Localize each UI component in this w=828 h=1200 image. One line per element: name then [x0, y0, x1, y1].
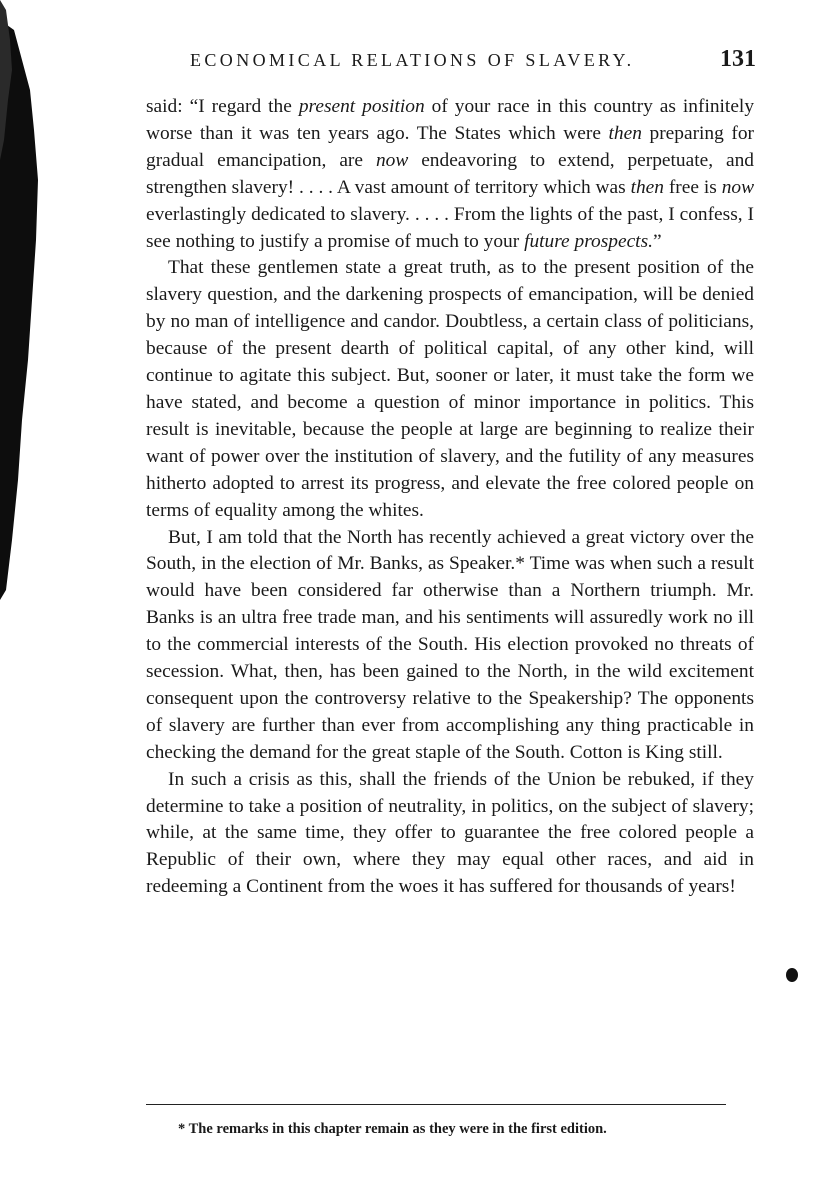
- paragraph-3: In such a crisis as this, shall the friends of the Union be rebuked, if they determine to take a position of neutrality, in politics, on the subject of slavery; while, at the same time, they offer to guarantee the free colored people a Republic of their own, where they may equal other races, and aid in redeeming a Continent from the woes it has suffered for thousands of years!: [146, 768, 754, 898]
- running-title: ECONOMICAL RELATIONS OF SLAVERY.: [190, 50, 635, 70]
- paragraph-2: But, I am told that the North has recently achieved a great victory over the South, in the election of Mr. Banks, as Speaker.* Time was when such a result would have been considered far otherwise than a Northern triumph. Mr. Banks is an ultra free trade man, and his sentiments will assuredly work no ill to the commercial interests of the South. His election provoked no threats of secession. What, then, has been gained to the North, in the wild excitement consequent upon the controversy relative to the Speakership? The opponents of slavery are further than ever from accomplishing any thing practicable in checking the demand for the great staple of the South. Cotton is King still.: [146, 526, 754, 763]
- binding-shadow: [0, 0, 40, 600]
- running-head: [190, 48, 760, 76]
- body-text: [146, 94, 754, 901]
- page-number: 131: [720, 46, 756, 72]
- paragraph-1: That these gentlemen state a great truth, as to the present position of the slavery question, and the darkening prospects of emancipation, will be denied by no man of intelligence and candor. Doubtless, a certain class of politicians, because of the present dearth of political capital, of any other kind, will continue to agitate this subject. But, sooner or later, it must take the form we have stated, and become a question of minor importance in politics. This result is inevitable, because the people at large are beginning to realize their want of power over the institution of slavery, and the futility of any measures hitherto adopted to arrest its progress, and elevate the free colored people on terms of equality among the whites.: [146, 257, 754, 521]
- quote-paragraph: said: “I regard the present position of your race in this country as infinitely worse than it was ten years ago. The States which were then preparing for gradual emancipation, are now endeavoring to extend, perpetuate, and strengthen slavery! . . . . A vast amount of territory which was then free is now everlastingly dedicated to slavery. . . . . From the lights of the past, I confess, I see nothing to justify a promise of much to your future prospects.”: [146, 96, 755, 252]
- footnote-rule: [146, 1104, 726, 1105]
- footnote: * The remarks in this chapter remain as they were in the first edition.: [178, 1121, 607, 1137]
- ink-dot: [786, 968, 798, 982]
